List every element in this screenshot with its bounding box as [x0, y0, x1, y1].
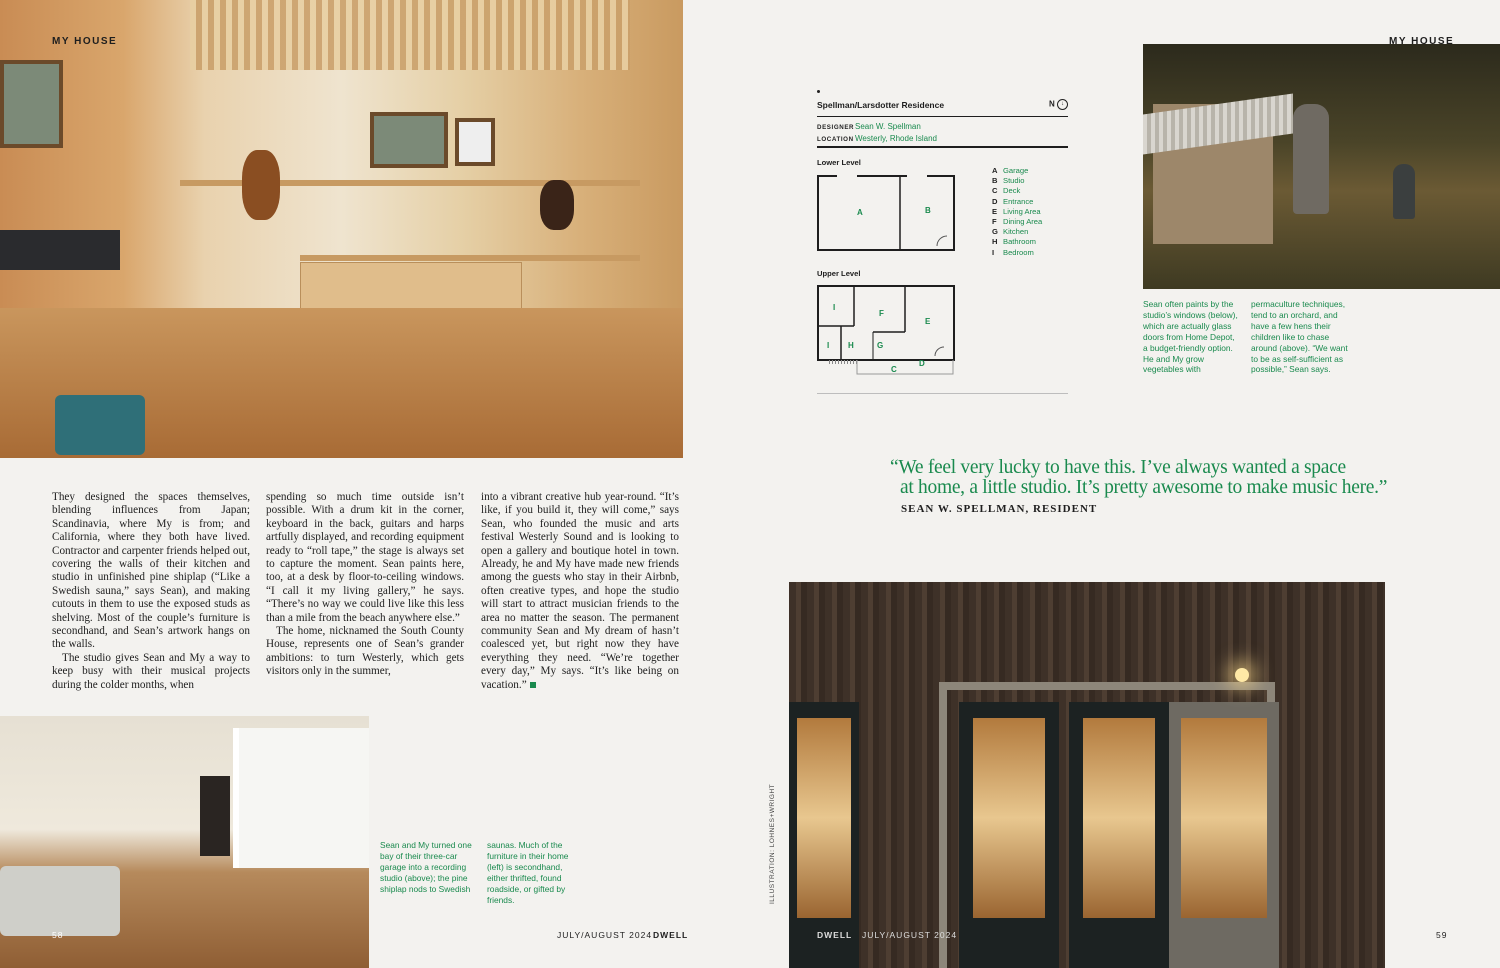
designer-label: DESIGNER — [817, 124, 855, 131]
side-door — [789, 702, 859, 968]
legend-name: Studio — [1003, 176, 1025, 186]
lower-level-label: Lower Level — [817, 158, 861, 167]
legend-letter: D — [992, 196, 998, 206]
legend-item — [992, 248, 1042, 258]
glass-door-right — [1069, 702, 1169, 968]
screen-door — [1169, 702, 1279, 968]
location-label: LOCATION — [817, 135, 854, 143]
caption-left-a: Sean and My turned one bay of their three-car garage into a recording studio (above); the pine shiplap nods to Swedish — [380, 840, 472, 894]
upper-level-label: Upper Level — [817, 269, 861, 278]
brand-right: DWELL — [817, 930, 853, 940]
legend-letter: A — [992, 166, 998, 175]
caption-right-a: Sean often paints by the studio’s windows (below), which are actually glass doors from Home Depot, a budget-friendly option. He and My grow vegetables with — [1143, 299, 1238, 375]
legend-item — [992, 197, 1042, 207]
room-label: C — [891, 365, 897, 374]
legend-name: Entrance — [1003, 196, 1034, 206]
shelf — [300, 255, 640, 261]
door-glass — [797, 718, 851, 918]
paragraph: They designed the spaces themselves, blending influences from Japan; Scandinavia, where My is from; and California, where they both have lived. Contractor and carpenter friends helped out, covering the walls of their kitchen and studio in unfinished pine shiplap (“Like a Swedish sauna,” says Sean), and making cutouts in them to use the exposed studs as shelving. Most of the couple’s furniture is secondhand, and Sean’s artwork hangs on the walls. — [52, 491, 250, 651]
compass-icon: ↓ — [1057, 99, 1068, 110]
paragraph-text: into a vibrant creative hub year-round. “It’s like, if you build it, they will come,” says Sean, who founded the music and arts festival Westerly Sound and is looking to open a gallery and boutique hotel in town. Already, he and My have made new friends among the guests who stay in their Airbnb, often creative types, and hope the studio will start to attract musician friends to the area no matter the season. The permanent community Sean and My dream of hasn’t coalesced yet, but right now they have everything they need. “We’re together every day,” My says. “It’s like being on vacation.” — [481, 491, 679, 691]
slatted-loft — [190, 0, 630, 70]
electric-guitar — [540, 180, 574, 230]
legend-letter: I — [992, 247, 995, 257]
page-number-right: 59 — [1436, 930, 1448, 940]
glass-door-left — [959, 702, 1059, 968]
studio-exterior-photo — [789, 582, 1385, 968]
brand-left: DWELL — [653, 930, 689, 940]
floor-plan — [817, 88, 1068, 398]
divider — [817, 146, 1068, 148]
child — [1393, 164, 1415, 219]
legend-letter: C — [992, 186, 998, 196]
legend-item — [992, 166, 1042, 176]
legend-name: Dining Area — [1003, 217, 1043, 227]
legend-letter: G — [992, 227, 998, 237]
plan-title: Spellman/Larsdotter Residence — [817, 100, 945, 110]
room-label: F — [879, 309, 884, 318]
synthesizer — [0, 230, 120, 270]
recording-studio-photo — [0, 0, 683, 458]
porch-light — [1235, 668, 1249, 682]
page-number-left: 58 — [52, 930, 64, 940]
painting — [0, 60, 63, 148]
room-label: D — [919, 359, 925, 368]
designer-value: Sean W. Spellman — [855, 122, 921, 131]
painting — [370, 112, 448, 168]
pull-quote — [890, 458, 1410, 498]
room-label: E — [925, 317, 931, 326]
paragraph: spending so much time outside isn’t possible. With a drum kit in the corner, keyboard in the back, guitars and harps artfully displayed, and recording equipment ready to “roll tape,” the stage is always set to capture the moment. Sean paints here, too, at a desk by floor-to-ceiling windows. “I call it my living gallery,” he says. “There’s no way we could live like this less than a mile from the beach anywhere else.” — [266, 491, 464, 624]
room-label: I — [833, 303, 836, 312]
door-glass — [1083, 718, 1155, 918]
room-label: G — [877, 341, 884, 350]
paragraph: The studio gives Sean and My a way to keep busy with their musical projects during the colder months, when — [52, 651, 250, 691]
plan-legend — [992, 166, 1042, 258]
issue-date-right: JULY/AUGUST 2024 — [862, 930, 958, 940]
section-header-left: MY HOUSE — [52, 36, 118, 47]
painting — [455, 118, 495, 166]
legend-item — [992, 207, 1042, 217]
acoustic-guitar — [242, 150, 280, 220]
legend-item — [992, 176, 1042, 186]
issue-date-left: JULY/AUGUST 2024 — [557, 930, 653, 940]
quote-attribution: SEAN W. SPELLMAN, RESIDENT — [901, 503, 1098, 515]
end-mark-icon — [530, 682, 536, 688]
illustration-credit: ILLUSTRATION: LOHNES+WRIGHT — [769, 783, 776, 904]
legend-name: Bathroom — [1003, 237, 1036, 247]
wood-stove — [200, 776, 230, 856]
room-label: I — [827, 341, 830, 350]
location-value: Westerly, Rhode Island — [855, 133, 937, 143]
north-indicator — [1049, 99, 1068, 110]
divider — [817, 393, 1068, 394]
north-label: N — [1048, 99, 1055, 109]
paragraph: The home, nicknamed the South County House, represents one of Sean’s grander ambitions: to turn Westerly, which gets visitors only in the summer, — [266, 625, 464, 678]
legend-letter: H — [992, 237, 998, 247]
caption-left-b: saunas. Much of the furniture in their home (left) is secondhand, either thrifted, found roadside, or gifted by friends. — [487, 840, 569, 905]
legend-letter: E — [992, 206, 998, 216]
door-glass — [1181, 718, 1267, 918]
legend-letter: F — [992, 217, 997, 227]
body-column-3 — [481, 491, 679, 692]
door-glass — [973, 718, 1045, 918]
legend-name: Living Area — [1003, 206, 1041, 216]
garden-photo — [1143, 44, 1500, 289]
body-column-1 — [52, 491, 250, 692]
legend-item — [992, 237, 1042, 247]
legend-name: Kitchen — [1003, 227, 1029, 237]
room-label: A — [857, 208, 863, 217]
body-column-2 — [266, 491, 464, 679]
lower-level-plan — [817, 170, 957, 252]
person — [1293, 104, 1329, 214]
quote-line-1: “We feel very lucky to have this. I’ve always wanted a space — [890, 457, 1346, 478]
window — [233, 728, 369, 868]
legend-name: Garage — [1003, 166, 1029, 175]
legend-name: Deck — [1003, 186, 1021, 196]
caption-right-b: permaculture techniques, tend to an orchard, and have a few hens their children like to chase around (above). “We want to be as self-sufficient as possible,” Sean says. — [1251, 299, 1348, 375]
teal-suitcase — [55, 395, 145, 455]
section-header-right: MY HOUSE — [1389, 36, 1455, 47]
legend-name: Bedroom — [1003, 247, 1034, 257]
room-label: B — [925, 206, 931, 215]
divider — [817, 116, 1068, 117]
paragraph — [481, 491, 679, 692]
quote-line-2: at home, a little studio. It’s pretty awesome to make music here.” — [900, 477, 1388, 498]
sofa — [0, 866, 120, 936]
bullet-icon — [817, 90, 820, 93]
upper-level-plan — [817, 282, 957, 382]
legend-item — [992, 217, 1042, 227]
legend-item — [992, 227, 1042, 237]
legend-letter: B — [992, 176, 998, 186]
legend-item — [992, 186, 1042, 196]
room-label: H — [848, 341, 854, 350]
plan-meta — [817, 122, 937, 145]
